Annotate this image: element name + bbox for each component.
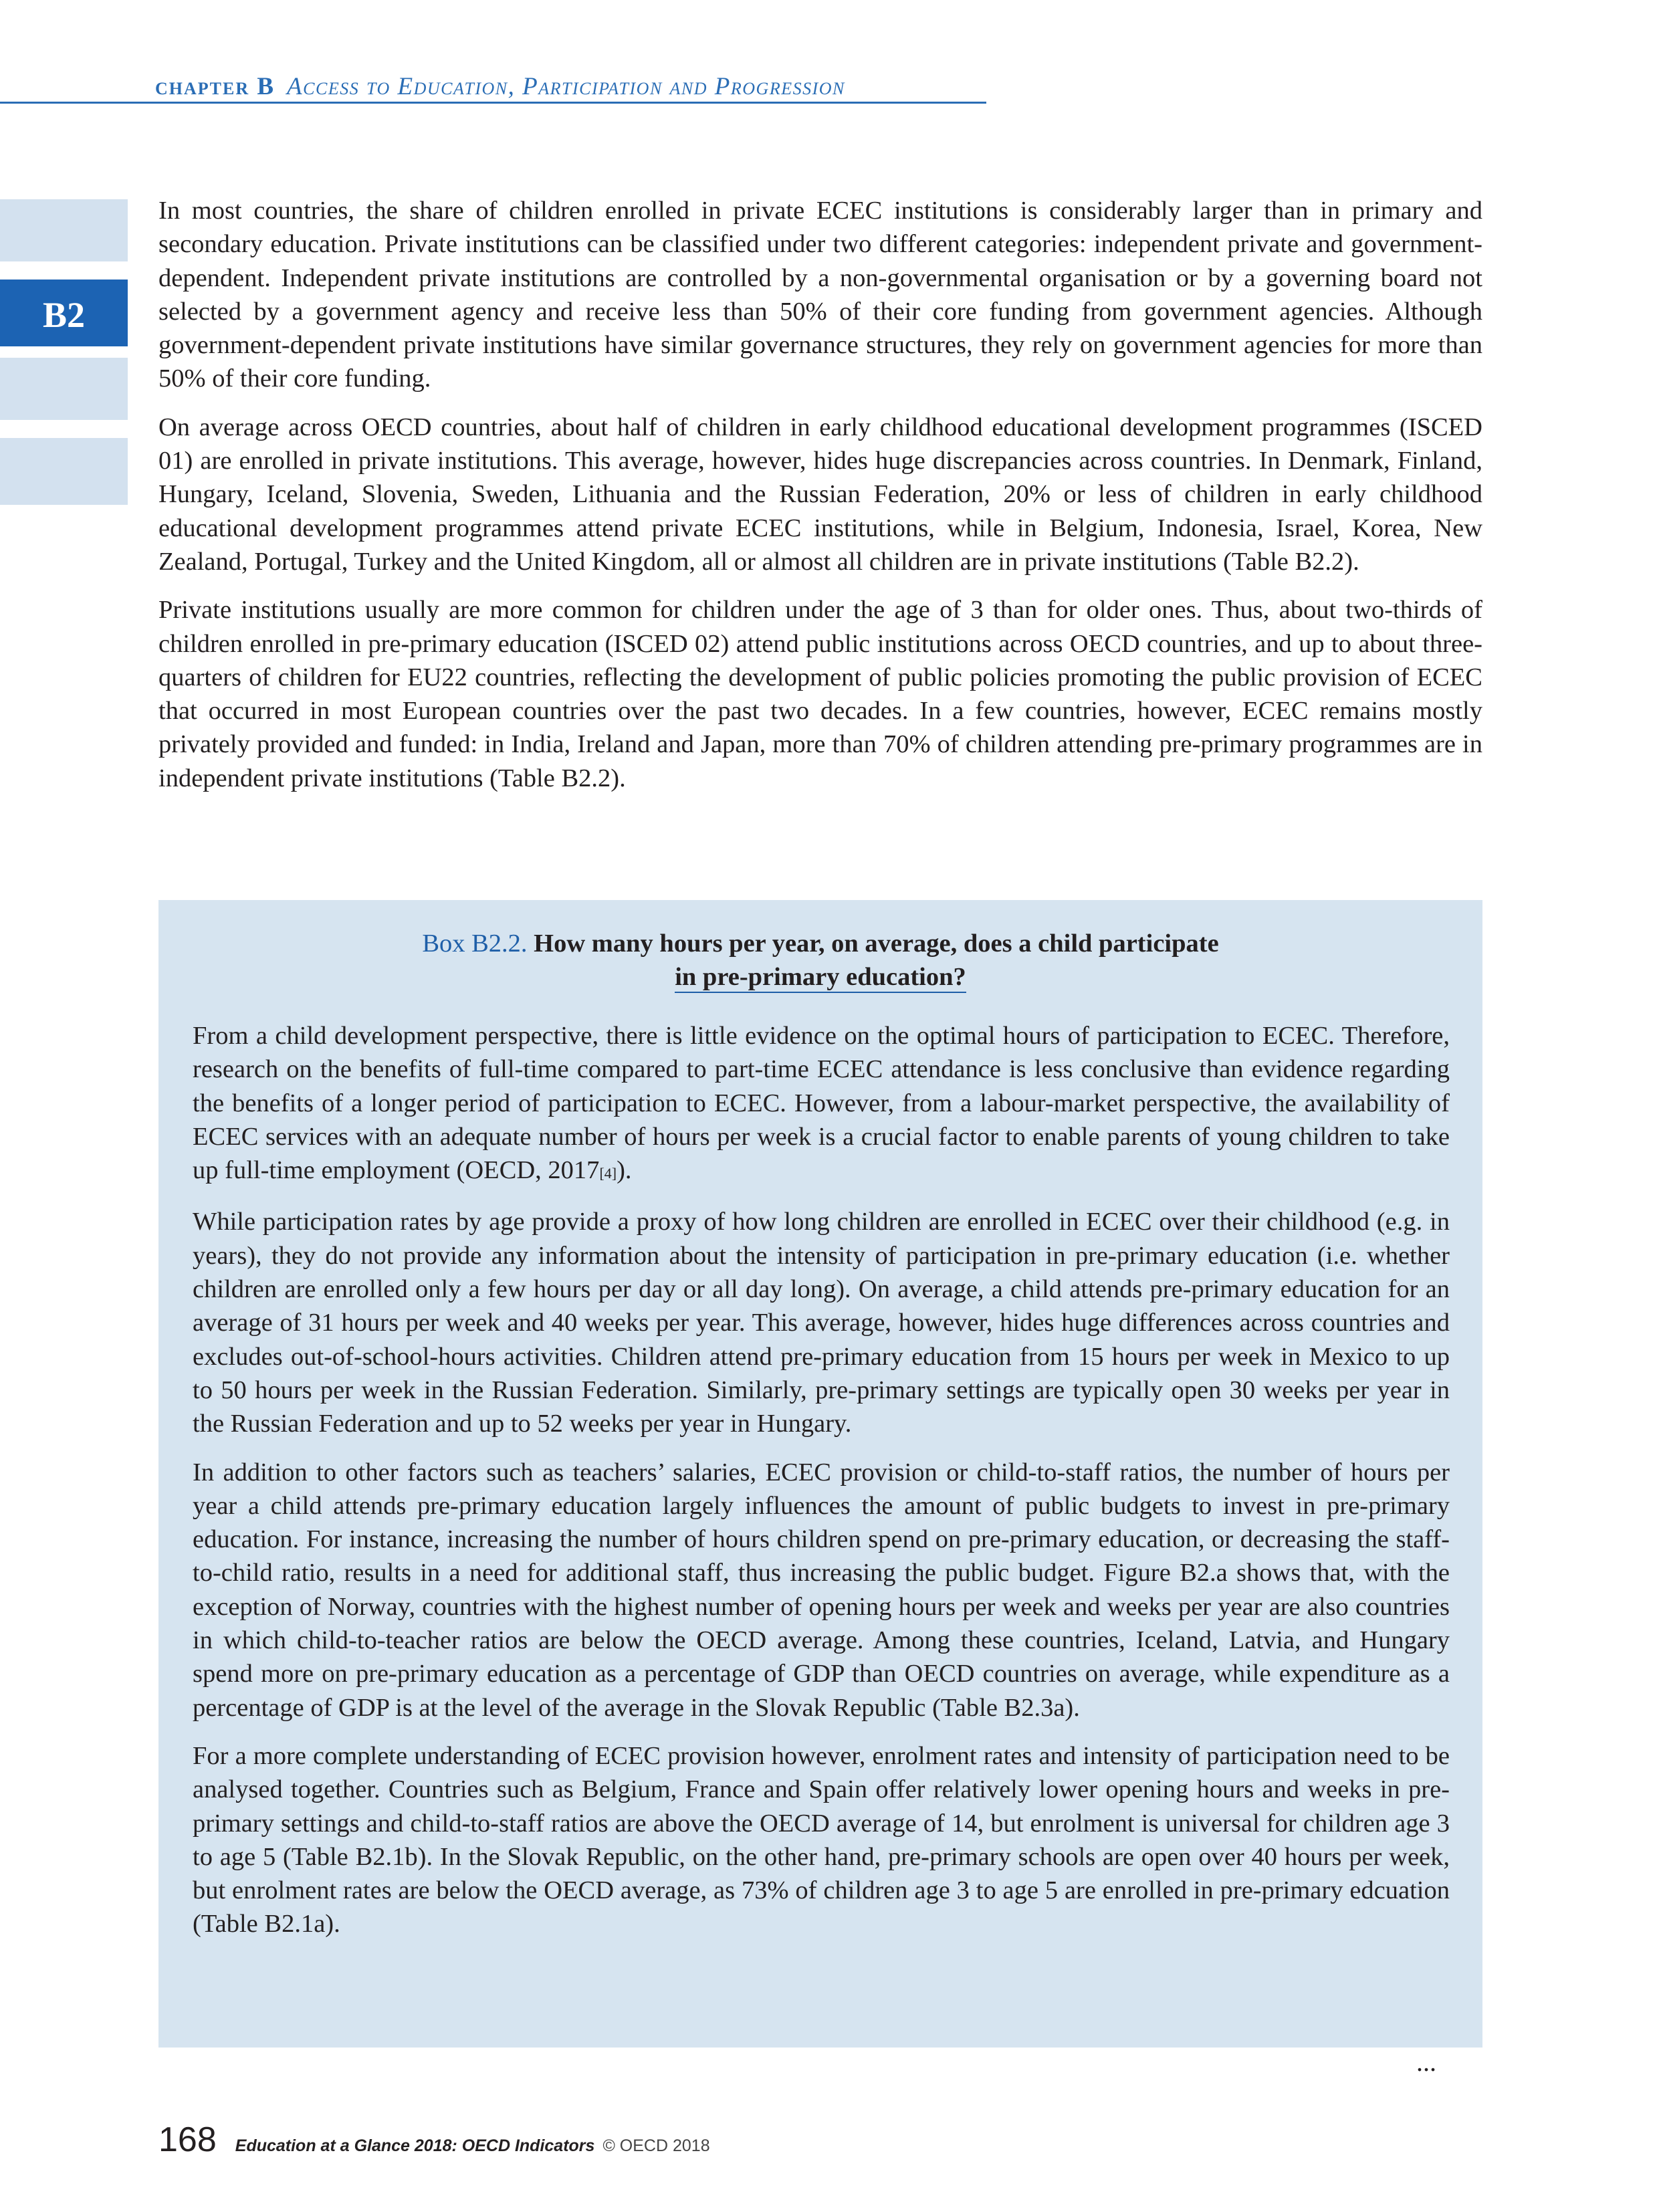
chapter-label: chapter B <box>155 73 275 100</box>
info-box <box>158 900 1482 2048</box>
box-label: Box B2.2. <box>422 929 528 958</box>
box-title <box>158 927 1482 994</box>
body-paragraph: Private institutions usually are more common for children under the age of 3 than for older ones. Thus, about two-thirds of children enrolled in pre-primary education (ISCED 02) attend public institutions across OECD countries, and up to about three-quarters of children for EU22 countries, reflecting the development of public policies promoting the public provision of ECEC that occurred in most European countries over the past two decades. In a few countries, however, ECEC remains mostly privately provided and funded: in India, Ireland and Japan, more than 70% of children attending pre-primary programmes are in independent private institutions (Table B2.2). <box>158 596 1482 792</box>
box-paragraph: For a more complete understanding of ECEC provision however, enrolment rates and intensity of participation need to be analysed together. Countries such as Belgium, France and Spain offer relatively lower opening hours and weeks in pre-primary settings and child-to-staff ratios are above the OECD average of 14, but enrolment is universal for children age 3 to age 5 (Table B2.1b). In the Slovak Republic, on the other hand, pre-primary schools are open over 40 hours per week, but enrolment rates are below the OECD average, as 73% of children age 3 to age 5 are enrolled in pre-primary edcuation (Table B2.1a). <box>193 1741 1450 1939</box>
intro-text <box>158 194 1482 810</box>
box-paragraph <box>193 1019 1450 1190</box>
continuation-mark: ... <box>1416 2047 1436 2077</box>
box-paragraph: In addition to other factors such as teachers’ salaries, ECEC provision or child-to-staff ratios, the number of hours per year a child attends pre-primary education largely influences the amount of public budgets to invest in pre-primary education. For instance, increasing the number of hours children spend on pre-primary education, or decreasing the staff-to-child ratio, results in a need for additional staff, thus increasing the public budget. Figure B2.a shows that, with the exception of Norway, countries with the highest number of opening hours per week and weeks per year are also countries in which child-to-teacher ratios are below the OECD average. Among these countries, Iceland, Latvia, and Hungary spend more on pre-primary education as a percentage of GDP than OECD countries on average, while expenditure as a percentage of GDP is at the level of the average in the Slovak Republic (Table B2.3a). <box>193 1458 1450 1722</box>
body-paragraph: In most countries, the share of children enrolled in private ECEC institutions is considerably larger than in primary and secondary education. Private institutions can be classified under two different categories: independent private and government-dependent. Independent private institutions are controlled by a non-governmental organisation or by a governing board not selected by a government agency and receive less than 50% of their core funding from government agencies. Although government-dependent private institutions have similar governance structures, they rely on government agencies for more than 50% of their core funding. <box>158 197 1482 393</box>
box-paragraph-text: From a child development perspective, there is little evidence on the optimal hours of participation to ECEC. Therefore, research on the benefits of full-time compared to part-time ECEC attendance is less conclusive than evidence regarding the benefits of a longer period of participation to ECEC. However, from a labour-market perspective, the availability of ECEC services with an adequate number of hours per week is a crucial factor to enable parents of young children to take up full-time employment (OECD, 2017 <box>193 1022 1450 1185</box>
page-number: 168 <box>158 2120 217 2159</box>
chapter-title: Access to Education, Participation and Progression <box>287 73 845 100</box>
citation-ref: [4] <box>599 1165 617 1182</box>
header-rule <box>0 102 986 104</box>
side-tab-label: B2 <box>42 295 86 335</box>
copyright: © OECD 2018 <box>602 2136 710 2155</box>
box-paragraph: While participation rates by age provide a proxy of how long children are enrolled in ECEC over their childhood (e.g. in years), they do not provide any information about the intensity of participation in pre-primary education (i.e. whether children are enrolled only a few hours per day or all day long). On average, a child attends pre-primary education for an average of 31 hours per week and 40 weeks per year. This average, however, hides huge differences across countries and excludes out-of-school-hours activities. Children attend pre-primary education from 15 hours per week in Mexico to up to 50 hours per week in the Russian Federation. Similarly, pre-primary settings are typically open 30 weeks per year in the Russian Federation and up to 52 weeks per year in Hungary. <box>193 1208 1450 1438</box>
side-tab-active <box>0 280 128 346</box>
body-paragraph: On average across OECD countries, about half of children in early childhood educational development programmes (ISCED 01) are enrolled in private institutions. This average, however, hides huge discrepancies across countries. In Denmark, Finland, Hungary, Iceland, Slovenia, Sweden, Lithuania and the Russian Federation, 20% or less of children in early childhood educational development programmes attend private ECEC institutions, while in Belgium, Indonesia, Israel, Korea, New Zealand, Portugal, Turkey and the United Kingdom, all or almost all children are in private institutions (Table B2.2). <box>158 413 1482 576</box>
side-tab-decoration <box>0 358 128 420</box>
side-tab-decoration <box>0 438 128 505</box>
publication-title: Education at a Glance 2018: OECD Indicators <box>235 2136 595 2155</box>
box-paragraph-end: ). <box>617 1156 632 1185</box>
page-footer <box>158 2120 710 2160</box>
box-text <box>193 1019 1450 1956</box>
side-tab-decoration <box>0 199 128 261</box>
running-header <box>155 72 845 101</box>
box-title-line1: How many hours per year, on average, does a child participate <box>534 929 1219 958</box>
box-title-line2: in pre-primary education? <box>675 963 966 993</box>
